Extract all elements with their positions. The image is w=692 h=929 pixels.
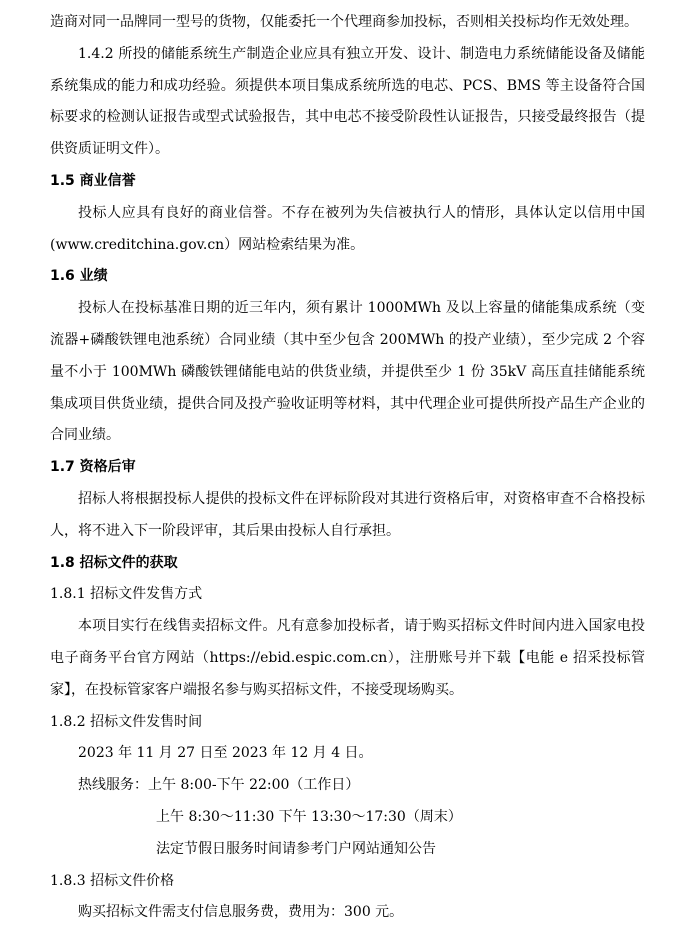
heading-1-5: 1.5 商业信誉: [50, 172, 136, 189]
heading-1-7: 1.7 资格后审: [50, 459, 136, 476]
paragraph-1-6: 投标人在投标基准日期的近三年内，须有累计 1000MWh 及以上容量的储能集成系统（变流器+磷酸铁锂电池系统）合同业绩（其中至少包含 200MWh 的投产业绩），至少完成 2 个容量不小于 100MWh 磷酸铁锂储能电站的供货业绩，并提供至少 1 份 35kV 高压直挂储能系统集成项目供货业绩，提供合同及投产验收证明等材料，其中代理企业可提供所投产品生产企业的合同业绩。: [50, 300, 645, 444]
paragraph-1-7: 招标人将根据投标人提供的投标文件在评标阶段对其进行资格后审，对资格审查不合格投标人，将不进入下一阶段评审，其后果由投标人自行承担。: [50, 490, 645, 539]
paragraph-1-4-2: 1.4.2 所投的储能系统生产制造企业应具有独立开发、设计、制造电力系统储能设备及储能系统集成的能力和成功经验。须提供本项目集成系统所选的电芯、PCS、BMS 等主设备符合国标要求的检测认证报告或型式试验报告，其中电芯不接受阶段性认证报告，只接受最终报告（提供资质证明文件）。: [50, 45, 645, 158]
hotline-weekend: 上午 8:30～11:30 下午 13:30～17:30（周末）: [156, 808, 462, 825]
paragraph-agent-rule: 造商对同一品牌同一型号的货物，仅能委托一个代理商参加投标，否则相关投标均作无效处理。: [50, 14, 638, 30]
hotline-holiday: 法定节假日服务时间请参考门户网站通知公告: [156, 840, 436, 857]
paragraph-1-8-1: 本项目实行在线售卖招标文件。凡有意参加投标者，请于购买招标文件时间内进入国家电投电子商务平台官方网站（https://ebid.espic.com.cn），注册账号并下载【电能 e 招采投标管家】，在投标管家客户端报名参与购买招标文件，不接受现场购买。: [50, 618, 645, 698]
subheading-1-8-1: 1.8.1 招标文件发售方式: [50, 586, 203, 603]
hotline-weekday: 热线服务：上午 8:00-下午 22:00（工作日）: [78, 777, 360, 794]
heading-1-8: 1.8 招标文件的获取: [50, 554, 178, 571]
heading-1-6: 1.6 业绩: [50, 268, 108, 285]
paragraph-1-5: 投标人应具有良好的商业信誉。不存在被列为失信被执行人的情形，具体认定以信用中国(www.creditchina.gov.cn）网站检索结果为准。: [50, 204, 645, 253]
sale-date-range: 2023 年 11 月 27 日至 2023 年 12 月 4 日。: [78, 745, 373, 762]
document-page: [50, 7, 645, 929]
subheading-1-8-3: 1.8.3 招标文件价格: [50, 872, 175, 889]
paragraph-1-8-3: 购买招标文件需支付信息服务费，费用为：300 元。: [78, 904, 404, 921]
subheading-1-8-2: 1.8.2 招标文件发售时间: [50, 713, 203, 730]
